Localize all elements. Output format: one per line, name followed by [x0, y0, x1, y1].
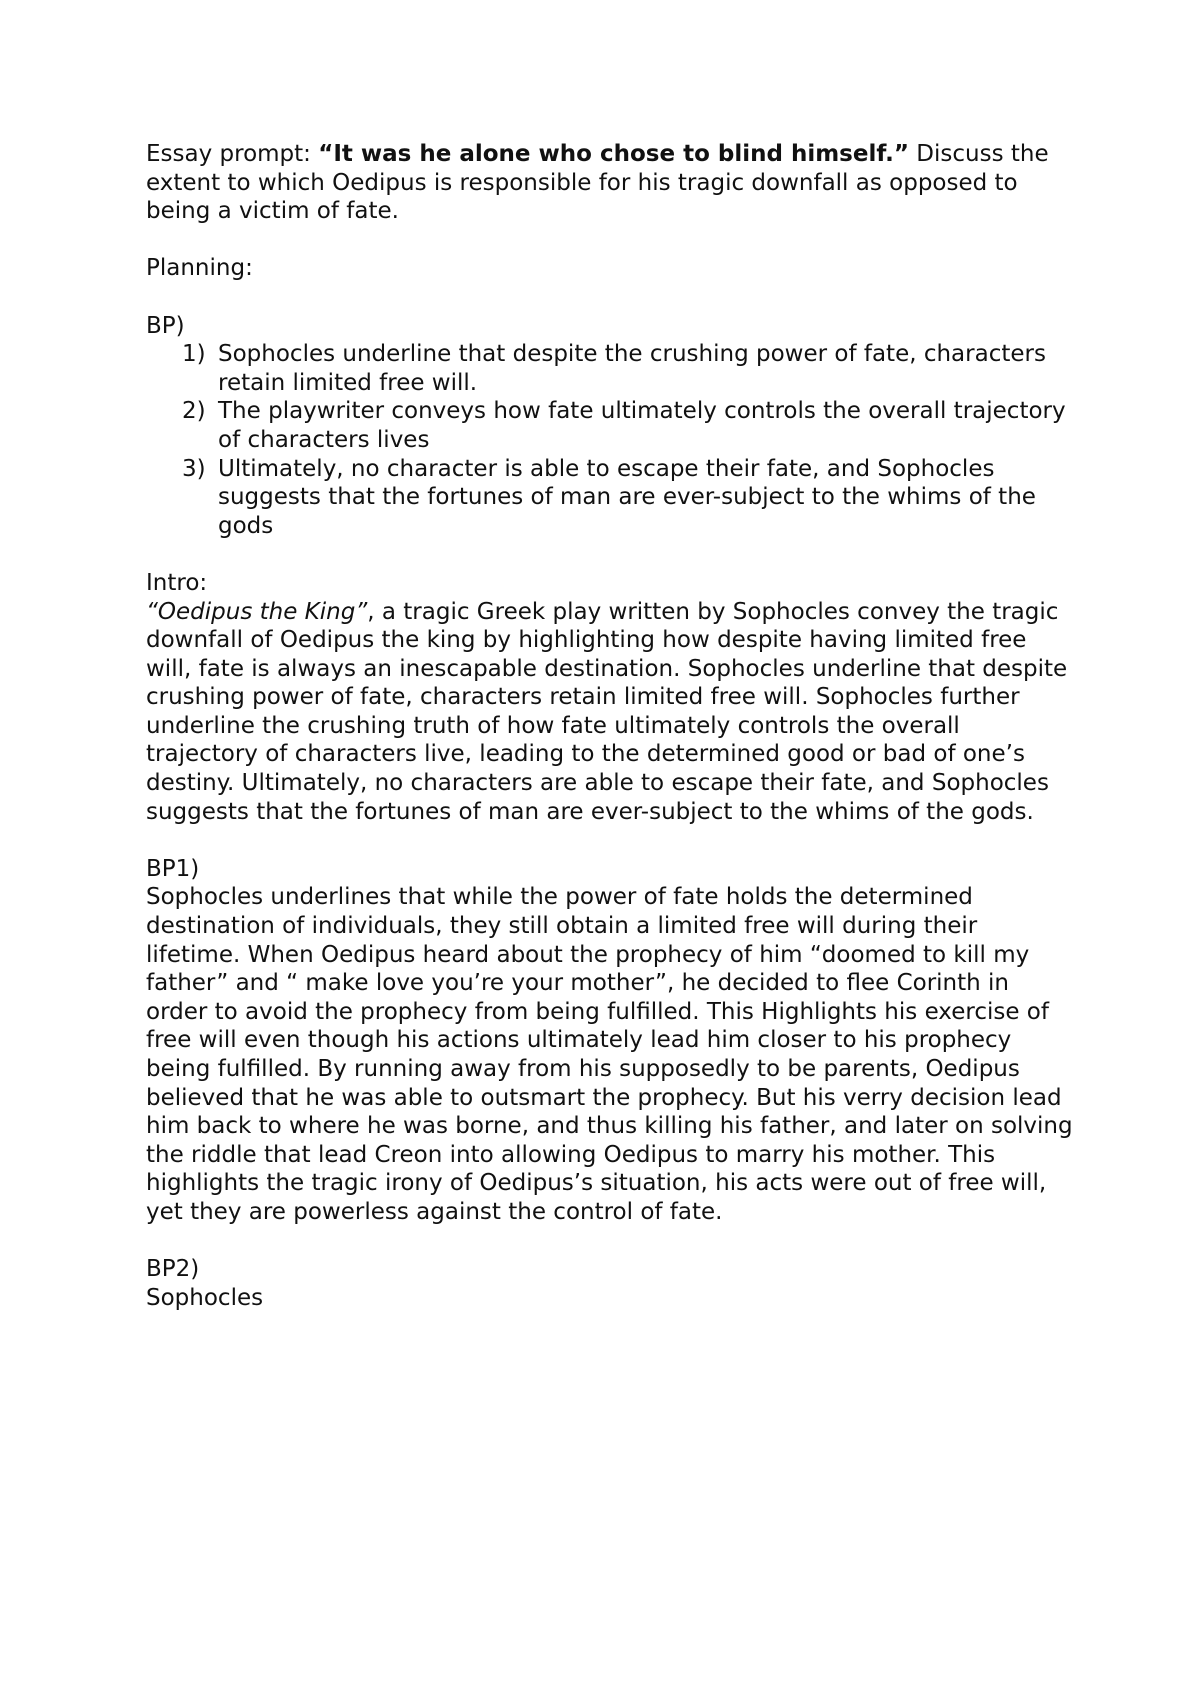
prompt-quote: “It was he alone who chose to blind himself.”	[318, 141, 909, 167]
spacer	[146, 826, 1076, 855]
bp1-heading: BP1)	[146, 855, 200, 882]
spacer	[146, 283, 1076, 312]
list-text: Ultimately, no character is able to escape their fate, and Sophocles suggests that the fortunes of man are ever-subject to the whims of the gods	[218, 455, 1036, 539]
list-number: 1)	[182, 341, 206, 368]
spacer	[146, 1227, 1076, 1256]
bp2-paragraph: Sophocles	[146, 1284, 264, 1311]
prompt-label: Essay prompt:	[146, 141, 319, 167]
prompt-instructions: Discuss the extent to which Oedipus is responsible for his tragic downfall as opposed to being a victim of fate.	[146, 141, 1049, 225]
bp2-heading: BP2)	[146, 1256, 200, 1283]
list-text: The playwriter conveys how fate ultimately controls the overall trajectory of characters lives	[218, 398, 1066, 453]
bp1-paragraph: Sophocles underlines that while the power of fate holds the determined destination of individuals, they still obtain a limited free will during their lifetime. When Oedipus heard about the prophecy of him “doomed to kill my father” and “ make love you’re your mother”, he decided to flee Corinth in order to avoid the prophecy from being fulfilled. This Highlights his exercise of free will even though his actions ultimately lead him closer to his prophecy being fulfilled. By running away from his supposedly to be parents, Oedipus believed that he was able to outsmart the prophecy. But his verry decision lead him back to where he was borne, and thus killing his father, and later on solving the riddle that lead Creon into allowing Oedipus to marry his mother. This highlights the tragic irony of Oedipus’s situation, his acts were out of free will, yet they are powerless against the control of fate.	[146, 884, 1073, 1225]
list-item	[146, 340, 1076, 397]
list-item	[146, 455, 1076, 541]
spacer	[146, 540, 1076, 569]
bp-heading: BP)	[146, 312, 185, 339]
intro-paragraph	[146, 598, 1076, 827]
list-number: 3)	[182, 455, 206, 482]
intro-heading: Intro:	[146, 569, 208, 596]
document-page	[146, 140, 1076, 1312]
essay-prompt	[146, 140, 1076, 226]
planning-heading: Planning:	[146, 255, 253, 282]
spacer	[146, 226, 1076, 255]
planning-list	[146, 340, 1076, 540]
intro-body: , a tragic Greek play written by Sophocles convey the tragic downfall of Oedipus the king by highlighting how despite having limited free will, fate is always an inescapable destination. Sophocles underline that despite crushing power of fate, characters retain limited free will. Sophocles further underline the crushing truth of how fate ultimately controls the overall trajectory of characters live, leading to the determined good or bad of one’s destiny. Ultimately, no characters are able to escape their fate, and Sophocles suggests that the fortunes of man are ever-subject to the whims of the gods.	[146, 598, 1068, 825]
play-title: “Oedipus the King”	[146, 598, 368, 625]
list-number: 2)	[182, 398, 206, 425]
list-item	[146, 397, 1076, 454]
list-text: Sophocles underline that despite the crushing power of fate, characters retain limited free will.	[218, 341, 1046, 396]
